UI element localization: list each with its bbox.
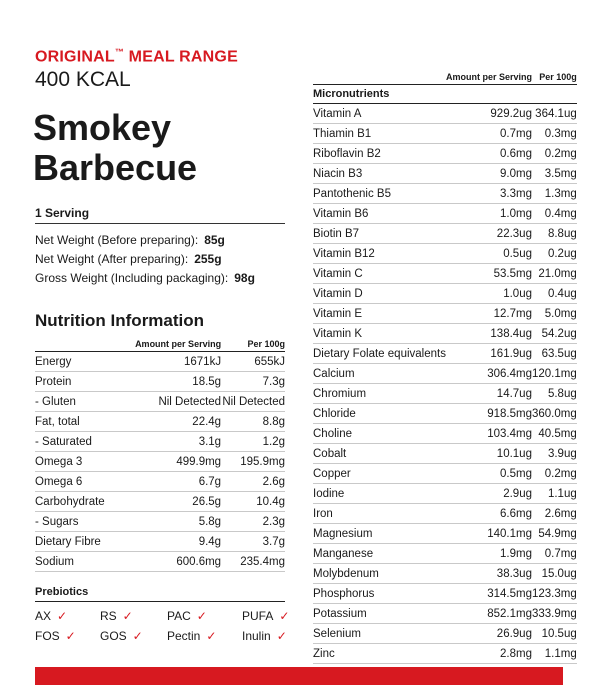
amount-per-100g: 1.1mg bbox=[532, 644, 577, 664]
amount-per-serving: 600.6mg bbox=[135, 552, 221, 572]
table-row bbox=[35, 412, 285, 432]
amount-per-100g: 7.3g bbox=[221, 372, 285, 392]
amount-per-serving: 103.4mg bbox=[446, 424, 532, 444]
nutrient-name: Riboflavin B2 bbox=[313, 144, 446, 164]
nutrient-name: Selenium bbox=[313, 624, 446, 644]
micronutrients-table bbox=[313, 70, 577, 664]
nutrient-name: Omega 6 bbox=[35, 472, 135, 492]
nutrient-name: Manganese bbox=[313, 544, 446, 564]
product-title: Smokey Barbecue bbox=[33, 107, 198, 188]
amount-per-serving: 3.3mg bbox=[446, 184, 532, 204]
amount-per-serving: 929.2ug bbox=[446, 104, 532, 124]
amount-per-serving: 9.4g bbox=[135, 532, 221, 552]
table-row bbox=[313, 444, 577, 464]
amount-per-100g: 3.5mg bbox=[532, 164, 577, 184]
amount-per-100g: 0.2ug bbox=[532, 244, 577, 264]
amount-per-serving: 22.3ug bbox=[446, 224, 532, 244]
amount-per-serving: 12.7mg bbox=[446, 304, 532, 324]
amount-per-serving: 852.1mg bbox=[446, 604, 532, 624]
amount-per-100g: 2.3g bbox=[221, 512, 285, 532]
prebiotic-item: FOS ✓ bbox=[35, 629, 76, 643]
nutrient-name: Protein bbox=[35, 372, 135, 392]
table-row bbox=[313, 104, 577, 124]
table-row bbox=[313, 164, 577, 184]
amount-per-serving: 5.8g bbox=[135, 512, 221, 532]
nutrient-name: Molybdenum bbox=[313, 564, 446, 584]
table-row bbox=[313, 504, 577, 524]
table-row bbox=[35, 352, 285, 372]
column-header-serving: Amount per Serving bbox=[446, 70, 532, 85]
check-icon: ✓ bbox=[122, 609, 133, 623]
table-row bbox=[35, 372, 285, 392]
amount-per-100g: 0.7mg bbox=[532, 544, 577, 564]
nutrient-name: Potassium bbox=[313, 604, 446, 624]
amount-per-serving: 26.9ug bbox=[446, 624, 532, 644]
amount-per-serving: 161.9ug bbox=[446, 344, 532, 364]
amount-per-100g: 0.3mg bbox=[532, 124, 577, 144]
amount-per-100g: 8.8ug bbox=[532, 224, 577, 244]
nutrient-name: Sodium bbox=[35, 552, 135, 572]
amount-per-100g: 5.0mg bbox=[532, 304, 577, 324]
divider bbox=[35, 223, 285, 224]
nutrient-name: Dietary Fibre bbox=[35, 532, 135, 552]
amount-per-100g: 1.3mg bbox=[532, 184, 577, 204]
check-icon: ✓ bbox=[206, 629, 217, 643]
amount-per-serving: 306.4mg bbox=[446, 364, 532, 384]
check-icon: ✓ bbox=[279, 609, 290, 623]
amount-per-serving: 6.7g bbox=[135, 472, 221, 492]
amount-per-100g: 120.1mg bbox=[532, 364, 577, 384]
amount-per-100g: 1.1ug bbox=[532, 484, 577, 504]
amount-per-serving: 10.1ug bbox=[446, 444, 532, 464]
amount-per-100g: 21.0mg bbox=[532, 264, 577, 284]
nutrient-name: Zinc bbox=[313, 644, 446, 664]
table-row bbox=[313, 584, 577, 604]
nutrient-name: Choline bbox=[313, 424, 446, 444]
table-row bbox=[313, 264, 577, 284]
amount-per-100g: 3.9ug bbox=[532, 444, 577, 464]
amount-per-100g: 10.5ug bbox=[532, 624, 577, 644]
nutrient-name: - Saturated bbox=[35, 432, 135, 452]
nutrient-name: Biotin B7 bbox=[313, 224, 446, 244]
amount-per-100g: 5.8ug bbox=[532, 384, 577, 404]
nutrient-name: Vitamin A bbox=[313, 104, 446, 124]
prebiotic-item: PAC ✓ bbox=[167, 609, 207, 623]
amount-per-100g: 0.4mg bbox=[532, 204, 577, 224]
amount-per-serving: 14.7ug bbox=[446, 384, 532, 404]
check-icon: ✓ bbox=[196, 609, 207, 623]
amount-per-100g: 54.2ug bbox=[532, 324, 577, 344]
table-row bbox=[35, 432, 285, 452]
table-row bbox=[35, 532, 285, 552]
check-icon: ✓ bbox=[57, 609, 68, 623]
prebiotic-item: AX ✓ bbox=[35, 609, 68, 623]
amount-per-serving: 38.3ug bbox=[446, 564, 532, 584]
nutrient-name: Vitamin C bbox=[313, 264, 446, 284]
amount-per-serving: 0.6mg bbox=[446, 144, 532, 164]
prebiotic-item: GOS ✓ bbox=[100, 629, 143, 643]
serving-title: 1 Serving bbox=[35, 206, 90, 220]
column-header-per100g: Per 100g bbox=[532, 70, 577, 85]
nutrient-name: Copper bbox=[313, 464, 446, 484]
divider bbox=[35, 601, 285, 602]
table-row bbox=[313, 404, 577, 424]
amount-per-100g: 2.6mg bbox=[532, 504, 577, 524]
table-row bbox=[313, 324, 577, 344]
nutrient-name: - Sugars bbox=[35, 512, 135, 532]
micronutrients-subtitle-row bbox=[313, 85, 577, 104]
amount-per-100g: 63.5ug bbox=[532, 344, 577, 364]
prebiotic-item: PUFA ✓ bbox=[242, 609, 290, 623]
amount-per-100g: 54.9mg bbox=[532, 524, 577, 544]
nutrition-title: Nutrition Information bbox=[35, 311, 205, 330]
footer-accent-bar bbox=[35, 667, 563, 685]
amount-per-serving: 1.0ug bbox=[446, 284, 532, 304]
nutrient-name: Pantothenic B5 bbox=[313, 184, 446, 204]
nutrient-name: Magnesium bbox=[313, 524, 446, 544]
column-header-per100g: Per 100g bbox=[221, 337, 285, 352]
amount-per-serving: 918.5mg bbox=[446, 404, 532, 424]
amount-per-serving: Nil Detected bbox=[135, 392, 221, 412]
table-row bbox=[313, 464, 577, 484]
amount-per-serving: 0.5ug bbox=[446, 244, 532, 264]
amount-per-100g: 40.5mg bbox=[532, 424, 577, 444]
table-row bbox=[313, 384, 577, 404]
table-row bbox=[313, 564, 577, 584]
table-row bbox=[35, 512, 285, 532]
amount-per-100g: 195.9mg bbox=[221, 452, 285, 472]
table-row bbox=[35, 392, 285, 412]
table-row bbox=[313, 284, 577, 304]
amount-per-100g: 1.2g bbox=[221, 432, 285, 452]
amount-per-serving: 53.5mg bbox=[446, 264, 532, 284]
nutrient-name: Chromium bbox=[313, 384, 446, 404]
amount-per-100g: 10.4g bbox=[221, 492, 285, 512]
amount-per-100g: 2.6g bbox=[221, 472, 285, 492]
amount-per-100g: 655kJ bbox=[221, 352, 285, 372]
table-row bbox=[313, 544, 577, 564]
column-header-serving: Amount per Serving bbox=[135, 337, 221, 352]
table-row bbox=[35, 472, 285, 492]
table-row bbox=[313, 224, 577, 244]
nutrition-table bbox=[35, 337, 285, 572]
amount-per-serving: 26.5g bbox=[135, 492, 221, 512]
table-row bbox=[313, 524, 577, 544]
nutrient-name: Chloride bbox=[313, 404, 446, 424]
amount-per-100g: 235.4mg bbox=[221, 552, 285, 572]
table-row bbox=[313, 624, 577, 644]
table-header-row bbox=[313, 70, 577, 85]
amount-per-100g: 360.0mg bbox=[532, 404, 577, 424]
table-row bbox=[313, 144, 577, 164]
amount-per-100g: 0.2mg bbox=[532, 144, 577, 164]
nutrient-name: Vitamin K bbox=[313, 324, 446, 344]
amount-per-serving: 0.5mg bbox=[446, 464, 532, 484]
nutrient-name: Vitamin B12 bbox=[313, 244, 446, 264]
table-row bbox=[35, 552, 285, 572]
net-weight-after: Net Weight (After preparing): 255g bbox=[35, 252, 222, 266]
nutrient-name: Vitamin D bbox=[313, 284, 446, 304]
amount-per-serving: 0.7mg bbox=[446, 124, 532, 144]
nutrient-name: Phosphorus bbox=[313, 584, 446, 604]
kcal-label: 400 KCAL bbox=[35, 68, 131, 91]
amount-per-100g: 8.8g bbox=[221, 412, 285, 432]
nutrient-name: Carbohydrate bbox=[35, 492, 135, 512]
amount-per-serving: 140.1mg bbox=[446, 524, 532, 544]
table-row bbox=[313, 484, 577, 504]
amount-per-serving: 1.9mg bbox=[446, 544, 532, 564]
prebiotics-title: Prebiotics bbox=[35, 586, 89, 598]
nutrient-name: Niacin B3 bbox=[313, 164, 446, 184]
amount-per-100g: 0.2mg bbox=[532, 464, 577, 484]
table-row bbox=[35, 492, 285, 512]
amount-per-serving: 3.1g bbox=[135, 432, 221, 452]
amount-per-serving: 314.5mg bbox=[446, 584, 532, 604]
amount-per-serving: 1.0mg bbox=[446, 204, 532, 224]
amount-per-serving: 22.4g bbox=[135, 412, 221, 432]
prebiotic-item: Inulin ✓ bbox=[242, 629, 287, 643]
nutrient-name: Energy bbox=[35, 352, 135, 372]
meal-range-label: ORIGINAL™ MEAL RANGE bbox=[35, 47, 238, 66]
amount-per-100g: 333.9mg bbox=[532, 604, 577, 624]
amount-per-serving: 2.8mg bbox=[446, 644, 532, 664]
amount-per-100g: Nil Detected bbox=[221, 392, 285, 412]
nutrient-name: Vitamin B6 bbox=[313, 204, 446, 224]
prebiotic-item: Pectin ✓ bbox=[167, 629, 217, 643]
table-row bbox=[35, 452, 285, 472]
amount-per-100g: 364.1ug bbox=[532, 104, 577, 124]
check-icon: ✓ bbox=[276, 629, 287, 643]
table-row bbox=[313, 424, 577, 444]
nutrient-name: Calcium bbox=[313, 364, 446, 384]
nutrient-name: Fat, total bbox=[35, 412, 135, 432]
gross-weight: Gross Weight (Including packaging): 98g bbox=[35, 271, 255, 285]
check-icon: ✓ bbox=[132, 629, 143, 643]
nutrient-name: Dietary Folate equivalents bbox=[313, 344, 446, 364]
table-row bbox=[313, 304, 577, 324]
prebiotic-item: RS ✓ bbox=[100, 609, 133, 623]
micronutrients-subtitle: Micronutrients bbox=[313, 85, 577, 104]
net-weight-before: Net Weight (Before preparing): 85g bbox=[35, 233, 225, 247]
amount-per-serving: 499.9mg bbox=[135, 452, 221, 472]
amount-per-100g: 3.7g bbox=[221, 532, 285, 552]
nutrient-name: Omega 3 bbox=[35, 452, 135, 472]
table-header-row bbox=[35, 337, 285, 352]
amount-per-serving: 1671kJ bbox=[135, 352, 221, 372]
nutrient-name: Cobalt bbox=[313, 444, 446, 464]
table-row bbox=[313, 364, 577, 384]
amount-per-100g: 123.3mg bbox=[532, 584, 577, 604]
table-row bbox=[313, 184, 577, 204]
nutrient-name: Vitamin E bbox=[313, 304, 446, 324]
amount-per-serving: 138.4ug bbox=[446, 324, 532, 344]
check-icon: ✓ bbox=[65, 629, 76, 643]
amount-per-serving: 6.6mg bbox=[446, 504, 532, 524]
table-row bbox=[313, 244, 577, 264]
nutrient-name: Iron bbox=[313, 504, 446, 524]
table-row bbox=[313, 204, 577, 224]
amount-per-serving: 18.5g bbox=[135, 372, 221, 392]
nutrient-name: - Gluten bbox=[35, 392, 135, 412]
table-row bbox=[313, 644, 577, 664]
nutrient-name: Iodine bbox=[313, 484, 446, 504]
table-row bbox=[313, 604, 577, 624]
table-row bbox=[313, 124, 577, 144]
amount-per-serving: 9.0mg bbox=[446, 164, 532, 184]
amount-per-100g: 15.0ug bbox=[532, 564, 577, 584]
amount-per-100g: 0.4ug bbox=[532, 284, 577, 304]
table-row bbox=[313, 344, 577, 364]
amount-per-serving: 2.9ug bbox=[446, 484, 532, 504]
nutrient-name: Thiamin B1 bbox=[313, 124, 446, 144]
